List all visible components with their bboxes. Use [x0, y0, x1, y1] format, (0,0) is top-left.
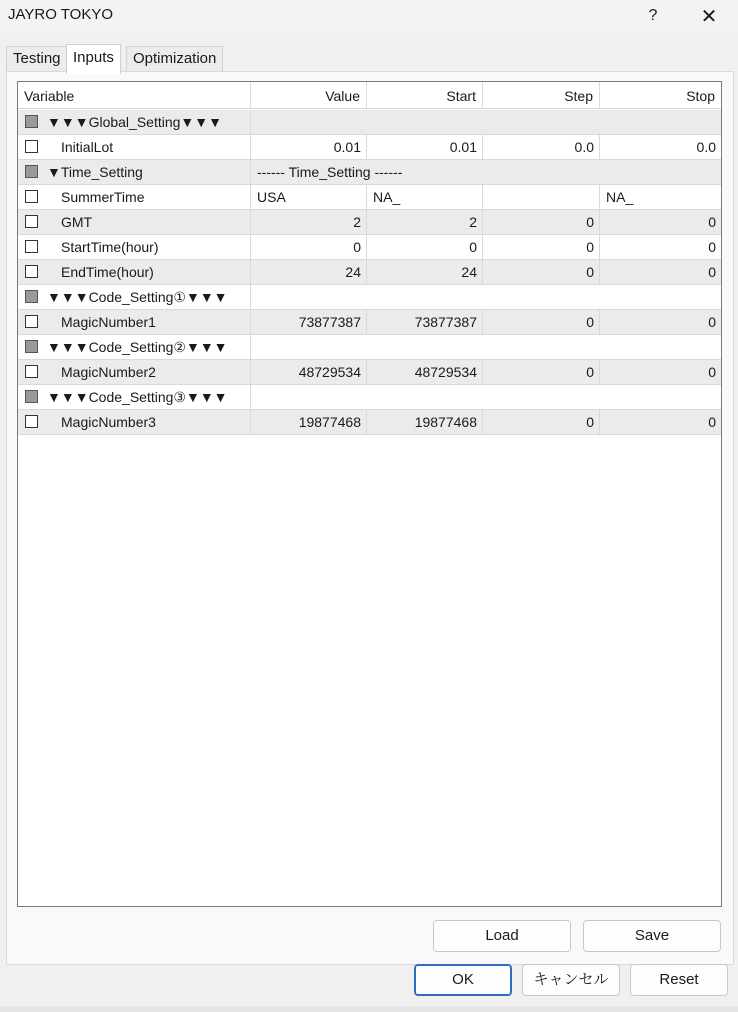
row-checkbox[interactable] — [25, 190, 38, 203]
start-cell[interactable]: 0 — [367, 235, 483, 259]
variable-name: ▼Time_Setting — [47, 164, 143, 180]
header-value[interactable]: Value — [251, 82, 367, 109]
variable-cell — [18, 360, 251, 384]
variable-name: SummerTime — [61, 189, 145, 205]
stop-cell[interactable]: 0 — [708, 414, 716, 430]
stop-cell[interactable]: 0 — [708, 214, 716, 230]
variable-name: ▼▼▼Code_Setting③▼▼▼ — [47, 389, 228, 405]
inputs-table — [17, 81, 722, 907]
variable-name: MagicNumber1 — [61, 314, 156, 330]
row-checkbox[interactable] — [25, 415, 38, 428]
value-cell[interactable]: 19877468 — [251, 410, 367, 434]
step-cell[interactable]: 0 — [483, 360, 600, 384]
group-row[interactable] — [18, 160, 721, 185]
variable-name: ▼▼▼Global_Setting▼▼▼ — [47, 114, 222, 130]
ok-button[interactable]: OK — [414, 964, 512, 996]
variable-name: EndTime(hour) — [61, 264, 154, 280]
row-checkbox[interactable] — [25, 290, 38, 303]
variable-cell — [18, 185, 251, 209]
start-cell[interactable]: 19877468 — [367, 410, 483, 434]
taskbar-edge — [0, 1006, 738, 1012]
variable-cell — [18, 385, 251, 409]
variable-cell — [18, 160, 251, 184]
header-stop[interactable]: Stop — [686, 88, 715, 104]
table-row[interactable] — [18, 410, 721, 435]
step-cell[interactable]: 0 — [483, 410, 600, 434]
stop-cell[interactable]: 0 — [708, 239, 716, 255]
start-cell[interactable]: 2 — [367, 210, 483, 234]
table-header — [18, 82, 721, 109]
table-row[interactable] — [18, 235, 721, 260]
row-checkbox[interactable] — [25, 165, 38, 178]
tab-optimization[interactable]: Optimization — [126, 46, 223, 72]
step-cell[interactable]: 0 — [483, 210, 600, 234]
value-cell[interactable]: 73877387 — [251, 310, 367, 334]
step-cell[interactable]: 0 — [483, 310, 600, 334]
variable-name: MagicNumber3 — [61, 414, 156, 430]
variable-cell — [18, 135, 251, 159]
row-checkbox[interactable] — [25, 315, 38, 328]
load-button[interactable]: Load — [433, 920, 571, 952]
variable-cell — [18, 285, 251, 309]
group-value-cell[interactable] — [251, 285, 721, 309]
table-row[interactable] — [18, 135, 721, 160]
group-value-cell[interactable] — [251, 335, 721, 359]
stop-cell[interactable]: 0 — [708, 314, 716, 330]
close-button[interactable]: ✕ — [700, 5, 718, 28]
value-cell[interactable]: 2 — [251, 210, 367, 234]
tab-testing[interactable]: Testing — [6, 46, 68, 72]
variable-name: InitialLot — [61, 139, 114, 155]
step-cell[interactable]: 0 — [483, 260, 600, 284]
header-start[interactable]: Start — [367, 82, 483, 109]
variable-cell — [18, 110, 251, 134]
value-cell[interactable]: 0.01 — [251, 135, 367, 159]
start-cell[interactable]: NA_ — [367, 185, 483, 209]
variable-name: MagicNumber2 — [61, 364, 156, 380]
table-row[interactable] — [18, 185, 721, 210]
variable-cell — [18, 260, 251, 284]
value-cell[interactable]: USA — [251, 185, 367, 209]
variable-name: GMT — [61, 214, 93, 230]
table-row[interactable] — [18, 360, 721, 385]
header-variable[interactable]: Variable — [18, 82, 251, 109]
value-cell[interactable]: 48729534 — [251, 360, 367, 384]
stop-cell[interactable]: 0 — [708, 264, 716, 280]
save-button[interactable]: Save — [583, 920, 721, 952]
window-title: JAYRO TOKYO — [8, 6, 114, 23]
help-button[interactable]: ? — [648, 7, 658, 24]
row-checkbox[interactable] — [25, 365, 38, 378]
value-cell[interactable]: 0 — [251, 235, 367, 259]
start-cell[interactable]: 0.01 — [367, 135, 483, 159]
variable-cell — [18, 335, 251, 359]
stop-cell[interactable]: NA_ — [606, 189, 634, 205]
variable-name: ▼▼▼Code_Setting①▼▼▼ — [47, 289, 228, 305]
table-row[interactable] — [18, 260, 721, 285]
variable-name: StartTime(hour) — [61, 239, 159, 255]
step-cell[interactable] — [483, 185, 600, 209]
group-row[interactable] — [18, 110, 721, 135]
title-bar — [0, 0, 738, 32]
variable-cell — [18, 310, 251, 334]
start-cell[interactable]: 48729534 — [367, 360, 483, 384]
row-checkbox[interactable] — [25, 215, 38, 228]
row-checkbox[interactable] — [25, 265, 38, 278]
variable-cell — [18, 210, 251, 234]
stop-cell[interactable]: 0.0 — [696, 139, 716, 155]
step-cell[interactable]: 0 — [483, 235, 600, 259]
table-row[interactable] — [18, 210, 721, 235]
cancel-button[interactable]: キャンセル — [522, 964, 620, 996]
group-row[interactable] — [18, 335, 721, 360]
variable-cell — [18, 235, 251, 259]
group-row[interactable] — [18, 385, 721, 410]
row-checkbox[interactable] — [25, 390, 38, 403]
row-checkbox[interactable] — [25, 240, 38, 253]
group-value-cell[interactable] — [251, 110, 721, 134]
row-checkbox[interactable] — [25, 340, 38, 353]
group-value-cell[interactable] — [251, 385, 721, 409]
header-step[interactable]: Step — [483, 82, 600, 109]
group-value-cell[interactable]: ------ Time_Setting ------ — [257, 164, 403, 180]
reset-button[interactable]: Reset — [630, 964, 728, 996]
start-cell[interactable]: 73877387 — [367, 310, 483, 334]
row-checkbox[interactable] — [25, 115, 38, 128]
variable-cell — [18, 410, 251, 434]
stop-cell[interactable]: 0 — [708, 364, 716, 380]
row-checkbox[interactable] — [25, 140, 38, 153]
start-cell[interactable]: 24 — [367, 260, 483, 284]
tab-inputs[interactable]: Inputs — [66, 44, 121, 74]
variable-name: ▼▼▼Code_Setting②▼▼▼ — [47, 339, 228, 355]
table-row[interactable] — [18, 310, 721, 335]
value-cell[interactable]: 24 — [251, 260, 367, 284]
group-row[interactable] — [18, 285, 721, 310]
step-cell[interactable]: 0.0 — [483, 135, 600, 159]
